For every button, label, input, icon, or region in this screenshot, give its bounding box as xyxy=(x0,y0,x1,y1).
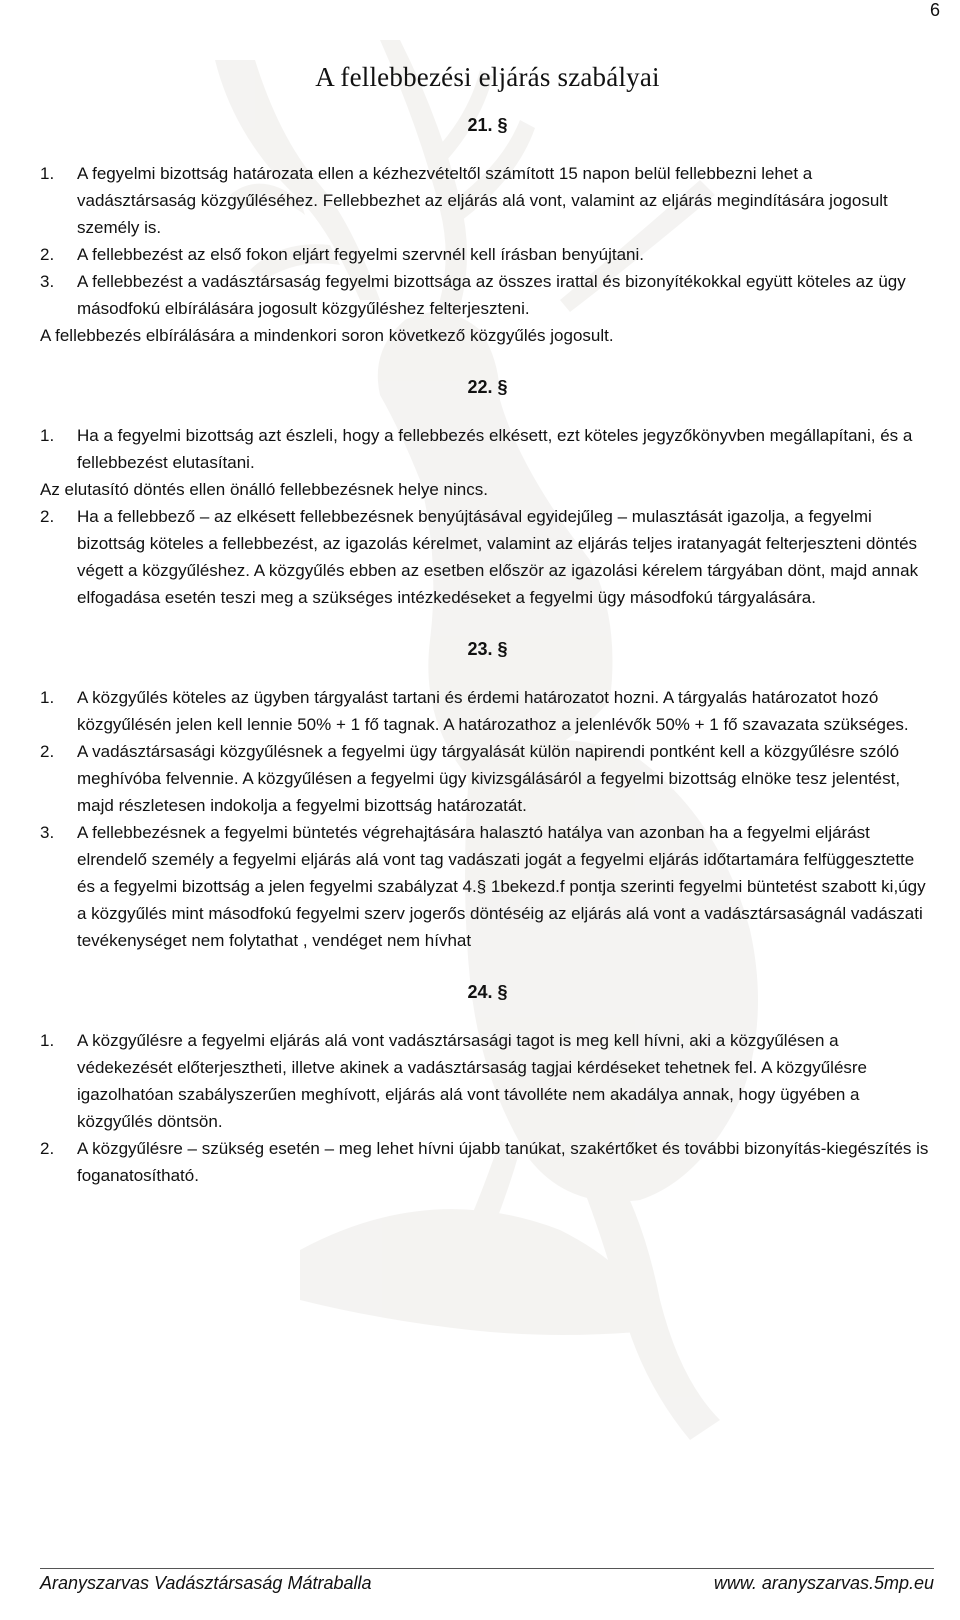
item-text: A fellebbezést a vadásztársaság fegyelmi bizottsága az összes irattal és bizonyítékokkal együtt köteles az ügy másodfokú elbírálására jogosult közgyűléshez felterjeszteni. xyxy=(77,272,906,318)
section-heading: 24. § xyxy=(467,982,508,1002)
item-text: A fegyelmi bizottság határozata ellen a kézhezvételtől számított 15 napon belül fellebbezni lehet a vadásztársaság közgyűléséhez. Fellebbezhet az eljárás alá vont, valamint az eljárás megindítására jogosult személy is. xyxy=(77,164,888,237)
list-item xyxy=(40,684,935,738)
document-body xyxy=(40,62,935,1189)
item-text: A közgyűlésre – szükség esetén – meg lehet hívni újabb tanúkat, szakértőket és további bizonyítás-kiegészítés is foganatosítható. xyxy=(77,1139,929,1185)
item-number: 3. xyxy=(40,272,55,291)
item-number: 1. xyxy=(40,426,55,445)
item-number: 2. xyxy=(40,1139,55,1158)
list-item xyxy=(40,241,935,268)
list-item xyxy=(40,1027,935,1135)
item-text: Ha a fellebbező – az elkésett fellebbezésnek benyújtásával egyidejűleg – mulasztását igazolja, a fegyelmi bizottság köteles a fellebbezést, az igazolás kérelmet, valamint az eljárás teljes iratanyagát felterjeszteni döntés végett a közgyűléshez. A közgyűlés ebben az esetben először az igazolási kérelem tárgyában dönt, majd annak elfogadása esetén teszi meg a szükséges intézkedéseket a fegyelmi ügy másodfokú tárgyalására. xyxy=(77,507,919,607)
section-heading: 21. § xyxy=(467,115,508,135)
item-text: A közgyűlés köteles az ügyben tárgyalást tartani és érdemi határozatot hozni. A tárgyalás határozatot hozó közgyűlésén jelen kell lennie 50% + 1 fő tagnak. A határozathoz a jelenlévők 50% + 1 fő szavazata szükséges. xyxy=(77,688,909,734)
page-footer xyxy=(40,1573,934,1594)
document-title: A fellebbezési eljárás szabályai xyxy=(315,62,660,92)
list-item xyxy=(40,1135,935,1189)
list-item xyxy=(40,819,935,954)
list-item xyxy=(40,503,935,611)
paragraph: A fellebbezés elbírálására a mindenkori soron következő közgyűlés jogosult. xyxy=(40,326,614,345)
paragraph: Az elutasító döntés ellen önálló fellebbezésnek helye nincs. xyxy=(40,480,488,499)
item-number: 3. xyxy=(40,823,55,842)
section-heading: 22. § xyxy=(467,377,508,397)
list-item xyxy=(40,268,935,322)
page-number: 6 xyxy=(929,0,940,20)
list-item xyxy=(40,422,935,476)
item-text: A vadásztársasági közgyűlésnek a fegyelmi ügy tárgyalását külön napirendi pontként kell a közgyűlésre szóló meghívóba felvennie. A közgyűlésen a fegyelmi ügy kivizsgálásáról a fegyelmi bizottság elnöke tesz jelentést, majd részletesen indokolja a fegyelmi bizottság határozatát. xyxy=(77,742,901,815)
item-text: A fellebbezésnek a fegyelmi büntetés végrehajtására halasztó hatálya van azonban ha a fegyelmi eljárást elrendelő személy a fegyelmi eljárás alá vont tag vadászati jogát a fegyelmi eljárás időtartamára felfüggesztette és a fegyelmi bizottság a jelen fegyelmi szabályzat 4.§ 1bekezd.f pontja szerinti fegyelmi büntetést szabott ki,úgy a közgyűlés mint másodfokú fegyelmi szerv jogerős döntéséig az eljárás alá vont a vadásztársaságnál vadászati tevékenységet nem folytathat , vendéget nem hívhat xyxy=(77,823,926,950)
list-item xyxy=(40,738,935,819)
item-text: Ha a fegyelmi bizottság azt észleli, hogy a fellebbezés elkésett, ezt köteles jegyzőkönyvben megállapítani, és a fellebbezést elutasítani. xyxy=(77,426,913,472)
item-number: 2. xyxy=(40,742,55,761)
item-number: 1. xyxy=(40,1031,55,1050)
list-item xyxy=(40,160,935,241)
item-number: 1. xyxy=(40,688,55,707)
footer-website: www. aranyszarvas.5mp.eu xyxy=(713,1573,934,1593)
item-number: 1. xyxy=(40,164,55,183)
section-heading: 23. § xyxy=(467,639,508,659)
item-text: A fellebbezést az első fokon eljárt fegyelmi szervnél kell írásban benyújtani. xyxy=(77,245,644,264)
item-number: 2. xyxy=(40,507,55,526)
footer-organization: Aranyszarvas Vadásztársaság Mátraballa xyxy=(40,1573,372,1593)
item-number: 2. xyxy=(40,245,55,264)
item-text: A közgyűlésre a fegyelmi eljárás alá vont vadásztársasági tagot is meg kell hívni, aki a közgyűlésen a védekezését előterjesztheti, illetve akinek a vadásztársaság tagjai kérdéseket tehetnek fel. A közgyűlésre igazolhatóan szabályszerűen meghívott, eljárás alá vont távolléte nem akadálya annak, hogy ügyében a közgyűlés döntsön. xyxy=(77,1031,868,1131)
footer-divider xyxy=(40,1568,934,1569)
